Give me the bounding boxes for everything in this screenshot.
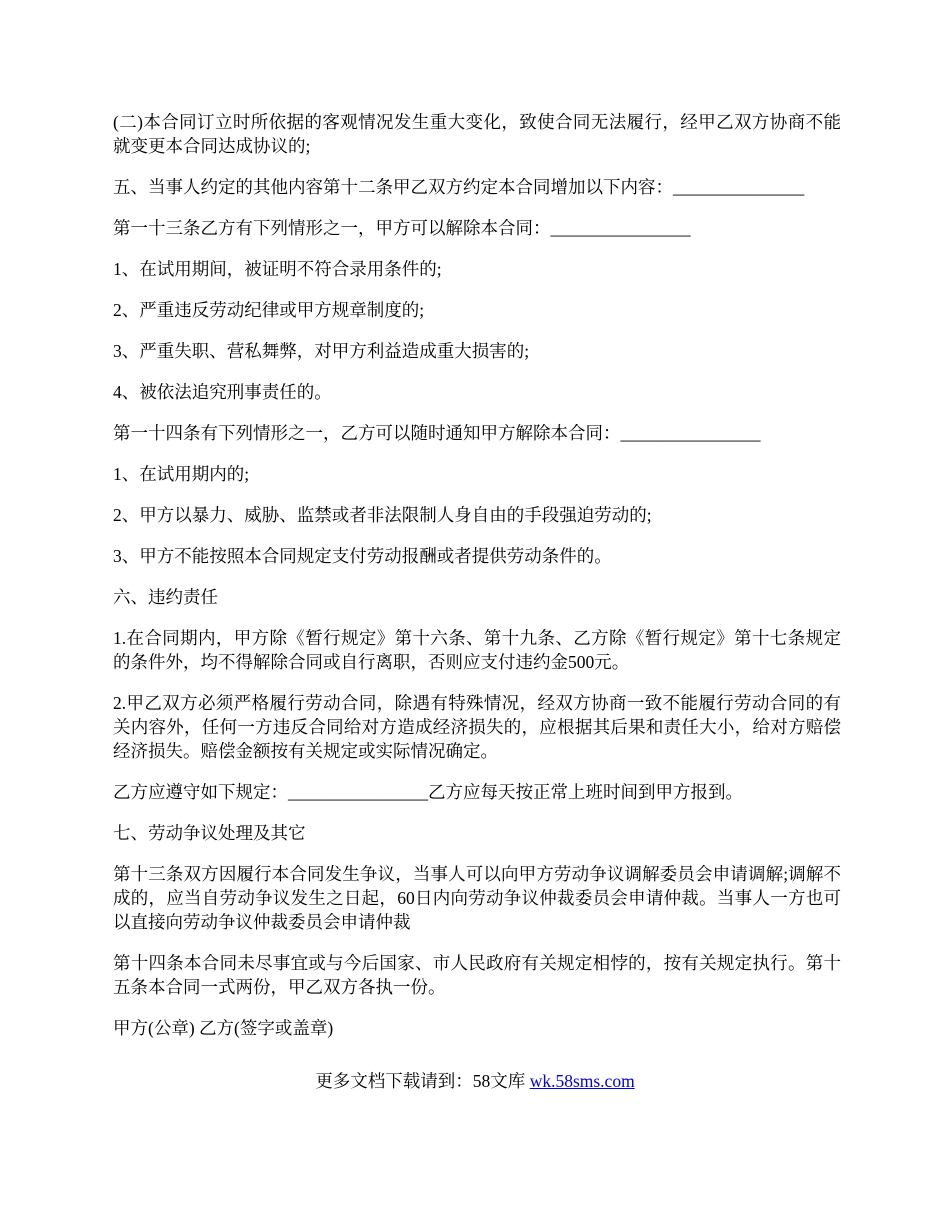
signature-line: 甲方(公章) 乙方(签字或盖章) [113, 1018, 334, 1038]
paragraph-rules: 乙方应遵守如下规定：________________乙方应每天按正常上班时间到甲方报到。 [113, 782, 743, 802]
paragraph-article-13: 第一十三条乙方有下列情形之一，甲方可以解除本合同：________________ [113, 218, 691, 238]
section-heading-disputes: 七、劳动争议处理及其它 [113, 823, 306, 843]
list-item: 3、严重失职、营私舞弊，对甲方利益造成重大损害的; [113, 341, 530, 361]
paragraph-breach-2: 2.甲乙双方必须严格履行劳动合同，除遇有特殊情况，经双方协商一致不能履行劳动合同的有关内容外，任何一方违反合同给对方造成经济损失的，应根据其后果和责任大小，给对方赔偿经济损失。赔偿金额按有关规定或实际情况确定。 [113, 693, 841, 761]
list-item: 2、甲方以暴力、威胁、监禁或者非法限制人身自由的手段强迫劳动的; [113, 505, 652, 525]
document-body [113, 110, 841, 1057]
list-item: 3、甲方不能按照本合同规定支付劳动报酬或者提供劳动条件的。 [113, 546, 612, 566]
paragraph-article-14: 第一十四条有下列情形之一，乙方可以随时通知甲方解除本合同：________________ [113, 423, 761, 443]
list-item: 2、严重违反劳动纪律或甲方规章制度的; [113, 300, 425, 320]
footer-link[interactable]: wk.58sms.com [529, 1071, 635, 1091]
paragraph-section-five: 五、当事人约定的其他内容第十二条甲乙双方约定本合同增加以下内容：_______________ [113, 177, 805, 197]
footer-text: 更多文档下载请到：58文库 [315, 1071, 530, 1091]
section-heading-breach: 六、违约责任 [113, 587, 218, 607]
list-item: 4、被依法追究刑事责任的。 [113, 382, 332, 402]
paragraph-change-clause: (二)本合同订立时所依据的客观情况发生重大变化，致使合同无法履行，经甲乙双方协商不能就变更本合同达成协议的; [113, 112, 841, 156]
list-item: 1、在试用期内的; [113, 464, 250, 484]
list-item: 1、在试用期间，被证明不符合录用条件的; [113, 259, 442, 279]
footer [0, 1069, 950, 1093]
paragraph-dispute-article-13: 第十三条双方因履行本合同发生争议，当事人可以向甲方劳动争议调解委员会申请调解;调解不成的，应当自劳动争议发生之日起，60日内向劳动争议仲裁委员会申请仲裁。当事人一方也可以直接向劳动争议仲裁委员会申请仲裁 [113, 864, 841, 932]
paragraph-breach-1: 1.在合同期内，甲方除《暂行规定》第十六条、第十九条、乙方除《暂行规定》第十七条规定的条件外，均不得解除合同或自行离职，否则应支付违约金500元。 [113, 628, 841, 672]
paragraph-dispute-article-14: 第十四条本合同未尽事宜或与今后国家、市人民政府有关规定相悖的，按有关规定执行。第十五条本合同一式两份，甲乙双方各执一份。 [113, 953, 841, 997]
